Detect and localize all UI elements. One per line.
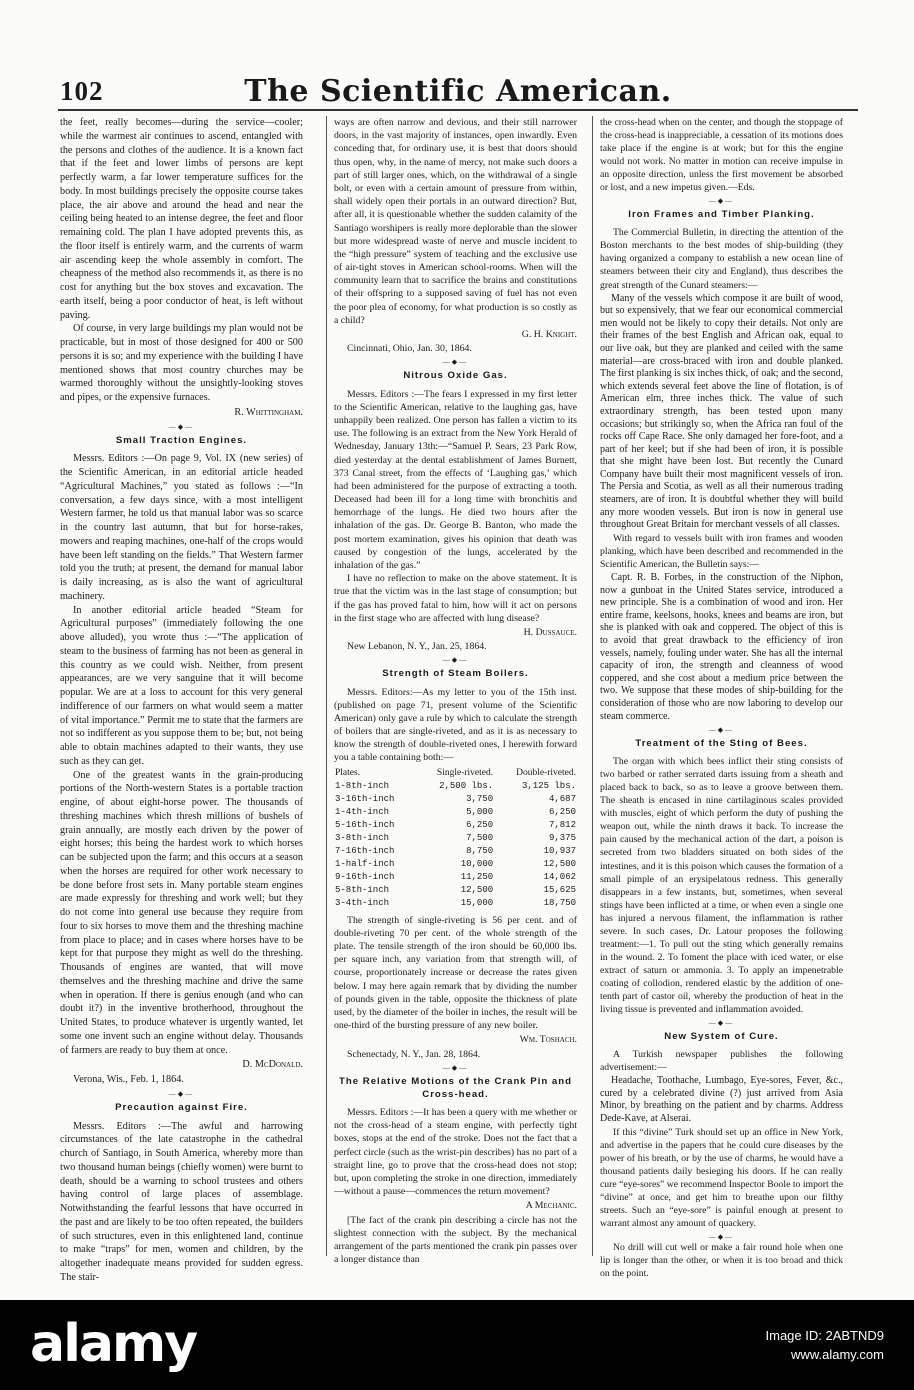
table-cell: 12,500 <box>460 884 494 895</box>
article-heading: New System of Cure. <box>664 1031 779 1043</box>
article-paragraph: Messrs. Editors:—As my letter to you of the 15th inst. (published on page 71, present volume of the Scientific American) only gave a rule by which to calculate the strength of boilers that are single-riveted, and as it is as necessary to know the strength of double-riveted ones, I herewith forward you a table containing both:— <box>334 686 577 764</box>
page-number: 102 <box>60 76 104 106</box>
section-ornament: —◆— <box>708 197 735 206</box>
section-ornament: —◆— <box>168 422 195 431</box>
table-cell: 14,062 <box>543 871 576 882</box>
table-cell: 7-16th-inch <box>335 845 395 856</box>
column-divider <box>326 116 327 1256</box>
table-cell: 3-4th-inch <box>335 897 390 908</box>
quoted-advertisement: Headache, Toothache, Lumbago, Eye-sores, Fever, &c., cured by a celebrated divine (?) just arrived from Asia Minor, by breathing on the patient and by charms. Address Dede-Kave, at Alserai. <box>600 1075 843 1125</box>
article-paragraph: Messrs. Editors :—It has been a query with me whether or not the cross-head of a steam engine, with perfectly tight boxes, stops at the end of the stroke. Does not the fact that a perfect circle (such as the wrist-pin describes) has no part of a straight line, go to prove that the cross-head does not stop; but, upon completing the stroke in one direction, immediately—without a pause—commences the return movement? <box>334 1107 577 1198</box>
table-cell: 3,125 lbs. <box>521 780 576 791</box>
article-heading: Small Traction Engines. <box>115 434 248 446</box>
article-paragraph: With regard to vessels built with iron frames and wooden planking, which have been described and recommended in the Scientific American, the Bulletin says:— <box>600 532 843 570</box>
section-ornament: —◆— <box>442 656 469 665</box>
table-cell: 1-4th-inch <box>335 806 390 817</box>
article-paragraph: Of course, in very large buildings my plan would not be practicable, but in most of those designed for 400 or 500 persons it is so; and my experience with the building I have mentioned shows that most country churches may be warmed thoroughly without the unsightly-looking stoves and pipes, or the expensive furnaces. <box>60 323 303 403</box>
article-paragraph: No drill will cut well or make a fair round hole when one lip is longer than the other, or when it is too broad and thick on the point. <box>600 1241 843 1280</box>
table-cell: 3,750 <box>466 793 494 804</box>
article-heading: Iron Frames and Timber Planking. <box>628 209 815 221</box>
article-heading: Nitrous Oxide Gas. <box>403 370 508 382</box>
table-row <box>334 845 577 858</box>
dateline: New Lebanon, N. Y., Jan. 25, 1864. <box>347 641 487 653</box>
quoted-paragraph: Capt. R. B. Forbes, in the construction of the Niphon, now a gunboat in the United States service, introduced a new principle. She is a combination of wood and iron. Her entire frame, keelsons, hooks, knees and beams are iron, but she is planked with oak and coppered. The object of this is to avoid that great drawback to the efficiency of iron vessels, namely, fouling under water. She has all the internal capacity of iron, the strength and cleanness of wood coppered, and she cost about a medium price between the two. We suppose that these modes of ship-building for the consideration of those who are now laboring to develop our steam commerce. <box>600 571 843 722</box>
table-row <box>334 832 577 845</box>
table-cell: 4,687 <box>548 793 576 804</box>
image-id-caption <box>766 1326 885 1364</box>
article-paragraph: If this “divine” Turk should set up an office in New York, and advertise in the papers that he could cure diseases by the power of his breath, or by the use of charms, he would have a thousand patients daily besieging his doors. If he can really cure “eye-sores” we recommend Inspector Boole to import the “divine” at once, and get him to breathe upon our filthy streets. Such an “eye-sore” is painful enough at present to warrant almost any amount of quackery. <box>600 1126 843 1229</box>
alamy-logo: alamy <box>30 1314 197 1374</box>
table-cell: 12,500 <box>543 858 576 869</box>
watermark-banner <box>0 1300 914 1390</box>
article-paragraph: In another editorial article headed “Steam for Agricultural purposes” (immediately following the one above alluded), you wrote thus :—“The application of steam to the business of farming has not been as general in this country as we could wish. Neither, from present appearances, are we very sanguine that it will become popular. We are at a loss to account for this very general indifference of our farmers on what would seem a matter of vital importance.” Permit me to state that the farmers are not so indifferent as you suppose them to be; but, not being able to obtain machines adapted to their wants, they use such as they can get. <box>60 604 303 767</box>
article-heading: Strength of Steam Boilers. <box>382 668 529 680</box>
article-paragraph: I have no reflection to make on the above statement. It is true that the victim was in the last stage of consumption; but if the gas has proved fatal to him, how will it act on persons in the first stage who are affected with lung disease? <box>334 573 577 624</box>
table-cell: 9-16th-inch <box>335 871 395 882</box>
table-row <box>334 806 577 819</box>
table-cell: 3-8th-inch <box>335 832 390 843</box>
table-cell: 6,250 <box>548 806 576 817</box>
dateline: Schenectady, N. Y., Jan. 28, 1864. <box>347 1048 481 1060</box>
column-divider <box>592 116 593 1256</box>
author-signature: G. H. Knight. <box>521 329 577 340</box>
table-cell: 11,250 <box>460 871 494 882</box>
table-cell: 9,375 <box>548 832 576 843</box>
article-paragraph: The strength of single-riveting is 56 per cent. and of double-riveting 70 per cent. of the whole strength of the plate. The tensile strength of the iron should be 60,000 lbs. per square inch, any variation from that strength will, of course, proportionately increase or decrease the rates given below. I may here again remark that by dividing the number of pounds given in the table, opposite the thickness of plate used, by the diameter of the boiler in inches, the result will be one-third of the bursting pressure of any new boiler. <box>334 914 577 1032</box>
column-1 <box>60 116 303 1285</box>
column-header: Single-riveted. <box>436 767 494 778</box>
article-paragraph: A Turkish newspaper publishes the following advertisement:— <box>600 1049 843 1074</box>
table-row <box>334 780 577 793</box>
quoted-paragraph: Many of the vessels which compose it are built of wood, but so expensively, that we fear our economical commercial men would not be likely to copy their details. Not only are their frames of the best English and African oak, equal to our live oak, but they are planked and ceiled with the same material—are cross-braced with iron and double planked. The first planking is six inches thick, of oak; and the second, which extends several feet above the line of flotation, is of American elm, three inches thick. The value of such extraordinary strength, has been tested upon many occasions; but strikingly so, when the Africa ran foul of the rocks off Cape Race. She only damaged her fore-foot, and a part of her keel; but if she had been of iron, it is possible that she might have been lost. But recently the Cunard Company have built their most magnificent vessels of iron. The Persia and Scotia, as well as all their numerous trading steamers, are of iron. It is doubtful whether they will build any more wooden vessels. But iron is now in general use throughout Great Britain for merchant vessels of all classes. <box>600 292 844 531</box>
table-cell: 18,750 <box>543 897 576 908</box>
table-cell: 7,500 <box>466 832 494 843</box>
page-header <box>58 74 858 109</box>
image-id-text: Image ID: 2ABTND9 <box>765 1328 884 1343</box>
column-3 <box>600 116 843 1280</box>
table-row <box>334 793 577 806</box>
article-heading: Treatment of the Sting of Bees. <box>635 738 808 750</box>
table-cell: 1-8th-inch <box>335 780 390 791</box>
table-cell: 15,000 <box>460 897 494 908</box>
column-header: Double-riveted. <box>516 767 576 778</box>
article-heading: The Relative Motions of the Crank Pin and Cross-head. <box>339 1075 572 1100</box>
site-url-text: www.alamy.com <box>791 1347 884 1362</box>
article-paragraph: ways are often narrow and devious, and their still narrower doors, in the vast majority of instances, open inwardly. Even conceding that, for ordinary use, it is best that doors should thus open, why, in the name of mercy, not make such doors a part of still larger ones, which, on the withdrawal of a single bolt, or even with a certain amount of pressure from within, shall widely open their portals in an outward direction? But, after all, it is questionable whether the sudden calamity of the Santiago worshipers is really more deplorable than the slower but more widespread waste of nerve and muscle incident to the “high pressure” system of teaching and the exclusive use of air-tight stoves in American school-rooms. When will the community learn that to sacrifice the brains and constitutions of their offspring to a supposed saving of fuel has not even the poor plea of economy, for what production is so costly as a child? <box>334 117 577 326</box>
author-signature: Wm. Toshach. <box>519 1034 577 1046</box>
table-cell: 6,250 <box>466 819 494 830</box>
editor-note: [The fact of the crank pin describing a circle has not the slightest connection with the subject. By the mechanical arrangement of the parts mentioned the crank pin passes over a longer distance than <box>334 1214 577 1266</box>
boiler-strength-table <box>334 767 577 910</box>
table-cell: 10,000 <box>460 858 494 869</box>
article-paragraph: the feet, really becomes—during the service—cooler; while the warmest air continues to ascend, entangled with the persons and clothes of the audience. It is a known fact that if the feet and lower limbs of persons are kept perfectly warm, a far lower temperature suffices for the body. In most buildings precisely the opposite course takes place, the air above and around the head and near the ceiling being heated to an intense degree, the feet and floor remaining cold. The plan I have adopted prevents this, as the floor itself is entirely warm, and the currents of warm air ascending keep the whole assembly in comfort. The cheapness of the method also recommends it, as there is no cost for anything but the box stoves and excavation. The earth itself, being a poor conductor of heat, is left without paving. <box>60 117 303 321</box>
table-cell: 5-8th-inch <box>335 884 390 895</box>
article-paragraph: the cross-head when on the center, and though the stoppage of the cross-head is inappreciable, a cessation of its motions does take place if the engine is at work; but for this the engine would not work. No matter in motion can receive impulse in an opposite direction, unless the first movement be absorbed or lost, and a new impetus given.—Eds. <box>600 117 843 194</box>
table-cell: 3-16th-inch <box>335 793 395 804</box>
table-row <box>334 858 577 871</box>
table-cell: 5,000 <box>466 806 494 817</box>
section-ornament: —◆— <box>708 726 735 735</box>
masthead-title: The Scientific American. <box>244 74 672 109</box>
author-signature: R. Whittingham. <box>234 406 303 418</box>
column-2 <box>334 116 577 1266</box>
header-rule <box>58 109 858 111</box>
table-body <box>334 780 577 910</box>
author-signature: D. McDonald. <box>242 1059 303 1071</box>
table-cell: 10,937 <box>543 845 576 856</box>
section-ornament: —◆— <box>708 1019 735 1028</box>
author-signature: H. Dussauce. <box>523 626 577 638</box>
table-cell: 2,500 lbs. <box>439 780 494 791</box>
section-ornament: —◆— <box>442 1063 469 1072</box>
dateline: Cincinnati, Ohio, Jan. 30, 1864. <box>347 343 472 355</box>
table-header-row <box>334 767 577 780</box>
dateline: Verona, Wis., Feb. 1, 1864. <box>73 1074 184 1085</box>
article-heading: Precaution against Fire. <box>115 1101 248 1113</box>
article-paragraph: Messrs. Editors :—The awful and harrowing circumstances of the late catastrophe in the cathedral church of Santiago, in South America, whereby more than two thousand human beings (chiefly women) were burnt to death, should be a warning to school trustees and others having control of large places of assemblage. Notwithstanding the fearful lessons that have occurred in the past and are likely to be too often repeated, the builders of such structures, even in this enlightened land, continue to make “traps” for men, women and children, by the altogether inadequate means provided for sudden egress. The stair- <box>60 1120 303 1283</box>
table-cell: 5-16th-inch <box>335 819 395 830</box>
section-ornament: —◆— <box>708 1232 735 1241</box>
article-paragraph: Messrs. Editors :—On page 9, Vol. IX (new series) of the Scientific American, in an editorial article headed “Agricultural Machines,” you stated as follows :—“In conversation, a few days since, with a most intelligent Western farmer, he told us that manual labor was so scarce in the country last autumn, that but for horse-rakes, mowers and reaping machines, one-half of the crops would have been left standing on the fields.” That Western farmer told you the truth; at present, the demand for manual labor is daily increasing, as is also the want of agricultural machinery. <box>60 453 303 602</box>
table-cell: 8,750 <box>466 845 494 856</box>
section-ornament: —◆— <box>168 1089 195 1098</box>
table-row <box>334 884 577 897</box>
table-cell: 1-half-inch <box>335 858 395 869</box>
article-paragraph: The organ with which bees inflict their sting consists of two barbed or rather serrated darts issuing from a sheath and placed back to back, so as to leave a groove between them. The sheath is encased in nine cartilaginous scales provided with muscles, eight of which perform the duty of pushing the weapon out, while the ninth draws it back. To increase the pain caused by the mechanical action of the dart, a poison is secreted from two bladders situated on both sides of the intestines, and it is this poison which causes the formation of a small pimple of an erysipelatous redness. This generally disappears in a few instants, but, sometimes, when several stings have been inflicted at a time, or when even a single one has injured a nervous filament, the inflammation is rather severe. In such cases, Dr. Latour proposes the following treatment:—1. To pull out the sting which generally remains in the wound. 2. To foment the place with iced water, or else extract of saturn or ammonia. 3. To apply an impenetrable coating of collodion, rendered elastic by the addition of one-tenth part of castor oil, whereby the production of heat in the living tissue is prevented and inflammation avoided. <box>600 756 843 1016</box>
column-header: Plates. <box>335 767 361 778</box>
section-ornament: —◆— <box>442 358 469 367</box>
author-signature: A Mechanic. <box>525 1200 577 1212</box>
table-row <box>334 897 577 910</box>
table-row <box>334 871 577 884</box>
article-paragraph: The Commercial Bulletin, in directing the attention of the Boston merchants to the best modes of ship-building (they having organized a company to establish a new ocean line of steamers between their city and England), thus describes the great strength of the Cunard steamers:— <box>600 227 843 291</box>
table-cell: 15,625 <box>543 884 576 895</box>
article-paragraph: Messrs. Editors :—The fears I expressed in my first letter to the Scientific American, relative to the laughing gas, have unhappily been realized. One person has fallen a victim to its use. The following is an extract from the New York Herald of Wednesday, January 13th:—“Samuel P. Sears, 23 Park Row, died yesterday at the dental establishment of James Burnett, 373 Canal street, from the effects of ‘Laughing gas,’ which had been administered for the purpose of extracting a tooth. Deceased had been ill for a long time with bronchitis and hemorrhage of the lungs. He died two hours after the inhalation of the gas. Dr. George B. Banton, who made the post mortem examination, gives his opinion that death was caused by congestion of the lungs, accelerated by the inhalation of the gas.” <box>334 388 577 571</box>
table-row <box>334 819 577 832</box>
article-paragraph: One of the greatest wants in the grain-producing portions of the North-western States is a portable traction engine, of about eight-horse power. The thousands of threshing machines which thresh millions of bushels of grain annually, are mostly each driven by the power of eight horses; this being the hardest work to which horses can be subjected upon the farm; and this occurs at a season when the horses are required for other work necessary to be done before frost sets in. Many portable steam engines are made expressly for threshing and work well; but they do not come into general use because they require from four to six horses to move them and the threshing machine from place to place; and in cases where horses have to be kept for that purpose they might as well do the threshing. Thousands of engines are wanted, that will move themselves and the threshing machine and drive the same when in operation. If there is genius enough (and who can doubt it?) in the inventive brotherhood, throughout the United States, to produce whatever is urgently wanted, let some one invent such an engine without delay. Thousands of farmers are ready to buy them at once. <box>60 769 303 1056</box>
table-cell: 7,812 <box>548 819 576 830</box>
